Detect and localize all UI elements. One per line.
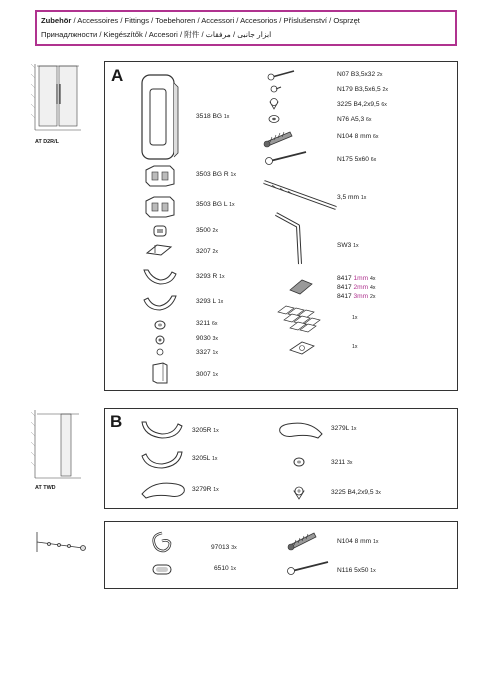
part-label-pad-sheet: 1x bbox=[352, 315, 358, 321]
section-a-letter: A bbox=[111, 66, 124, 85]
rod-thumbnail bbox=[35, 528, 90, 558]
block-3007-icon bbox=[151, 361, 169, 385]
drill-bit-icon bbox=[262, 180, 338, 212]
dowel-n104-c-icon bbox=[286, 529, 320, 551]
part-label-3205r: 3205R 1x bbox=[192, 427, 219, 434]
door-label-twd: AT TWD bbox=[35, 485, 56, 491]
part-label-3279r: 3279R 1x bbox=[192, 486, 219, 493]
header-title: Zubehör bbox=[41, 16, 72, 25]
cap-6510-icon bbox=[151, 562, 173, 576]
part-label-3293r: 3293 R 1x bbox=[196, 273, 225, 280]
seal-3205l-icon bbox=[140, 448, 184, 472]
profile-3279r-icon bbox=[140, 478, 188, 500]
washer-3211-b-icon bbox=[293, 456, 305, 468]
cap-3500-icon bbox=[152, 224, 168, 238]
part-label-3279l: 3279L 1x bbox=[331, 425, 357, 432]
seal-3293r-icon bbox=[142, 266, 178, 288]
part-label-n179: N179 B3,5x6,5 2x bbox=[337, 86, 388, 93]
part-label-n116: N116 5x50 1x bbox=[337, 567, 376, 574]
part-label-3225-b: 3225 B4,2x9,5 3x bbox=[331, 489, 381, 496]
washer-n76-icon bbox=[268, 114, 280, 124]
allen-key-icon bbox=[272, 210, 312, 268]
part-label-8417-3mm: 8417 3mm 2x bbox=[337, 293, 376, 300]
screw-n175-icon bbox=[264, 150, 308, 164]
screw-n07-icon bbox=[266, 69, 296, 81]
part-label-n76: N76 A5,3 6x bbox=[337, 116, 372, 123]
screw-n116-icon bbox=[286, 560, 330, 574]
door-thumbnail-twd bbox=[35, 410, 85, 486]
part-label-3007: 3007 1x bbox=[196, 371, 218, 378]
part-label-3211-b: 3211 3x bbox=[331, 459, 353, 466]
part-label-n175: N175 5x60 6x bbox=[337, 156, 377, 163]
plug-3327-icon bbox=[156, 348, 164, 356]
part-label-9030: 9030 3x bbox=[196, 335, 218, 342]
part-label-3500: 3500 2x bbox=[196, 227, 218, 234]
part-label-3293l: 3293 L 1x bbox=[196, 298, 224, 305]
part-label-n07: N07 B3,5x32 2x bbox=[337, 71, 383, 78]
part-label-6510: 6510 1x bbox=[214, 565, 236, 572]
handle-3518-icon bbox=[140, 73, 180, 163]
part-label-drill: 3,5 mm 1x bbox=[337, 194, 367, 201]
clip-3207-icon bbox=[145, 241, 173, 259]
door-thumbnail-d2r bbox=[35, 64, 85, 140]
pad-single-icon bbox=[288, 338, 316, 356]
part-label-n104-c: N104 8 mm 1x bbox=[337, 538, 379, 545]
dowel-n104-icon bbox=[262, 128, 296, 148]
part-label-3327: 3327 1x bbox=[196, 349, 218, 356]
screw-3225-icon bbox=[268, 98, 280, 110]
part-label-3207: 3207 2x bbox=[196, 248, 218, 255]
part-label-3503l: 3503 BG L 1x bbox=[196, 201, 235, 208]
clip-97013-icon bbox=[150, 531, 174, 553]
part-label-sw3: SW3 1x bbox=[337, 242, 359, 249]
part-label-3518: 3518 BG 1x bbox=[196, 113, 230, 120]
towel-rod-icon bbox=[35, 528, 90, 558]
bracket-3503l-icon bbox=[144, 195, 176, 219]
washer-3211-icon bbox=[154, 319, 166, 331]
ring-9030-icon bbox=[155, 335, 165, 345]
part-label-97013: 97013 3x bbox=[211, 544, 237, 551]
door-twd-icon bbox=[35, 410, 85, 486]
part-label-pad-single: 1x bbox=[352, 344, 358, 350]
header-line-2: Принадлжности / Kiegészítők / Accesori / 附件 / ابزار جانبی / مرفقات bbox=[41, 30, 272, 39]
door-d2r-icon bbox=[35, 64, 85, 140]
part-label-3211: 3211 6x bbox=[196, 320, 218, 327]
seal-3205r-icon bbox=[140, 418, 184, 442]
pad-sheet-icon bbox=[276, 304, 326, 336]
part-label-8417-1mm: 8417 1mm 4x bbox=[337, 275, 376, 282]
header-line-1 bbox=[41, 16, 360, 25]
section-b-letter: B bbox=[110, 412, 123, 431]
part-label-3225: 3225 B4,2x9,5 6x bbox=[337, 101, 387, 108]
profile-3279l-icon bbox=[276, 418, 324, 440]
bracket-3503r-icon bbox=[144, 164, 176, 188]
part-label-3205l: 3205L 1x bbox=[192, 455, 218, 462]
header-languages: / Accessoires / Fittings / Toebehoren / Accessori / Accesorios / Příslušenství / Osprzęt bbox=[71, 16, 360, 25]
part-label-3503r: 3503 BG R 1x bbox=[196, 171, 236, 178]
door-label-d2r: AT D2R/L bbox=[35, 139, 59, 145]
part-label-n104: N104 8 mm 6x bbox=[337, 133, 379, 140]
screw-n179-icon bbox=[270, 84, 282, 94]
header-box bbox=[35, 10, 457, 46]
pad-8417-icon bbox=[288, 276, 314, 298]
part-label-8417-2mm: 8417 2mm 4x bbox=[337, 284, 376, 291]
seal-3293l-icon bbox=[142, 292, 178, 314]
screw-3225-b-icon bbox=[292, 486, 306, 500]
